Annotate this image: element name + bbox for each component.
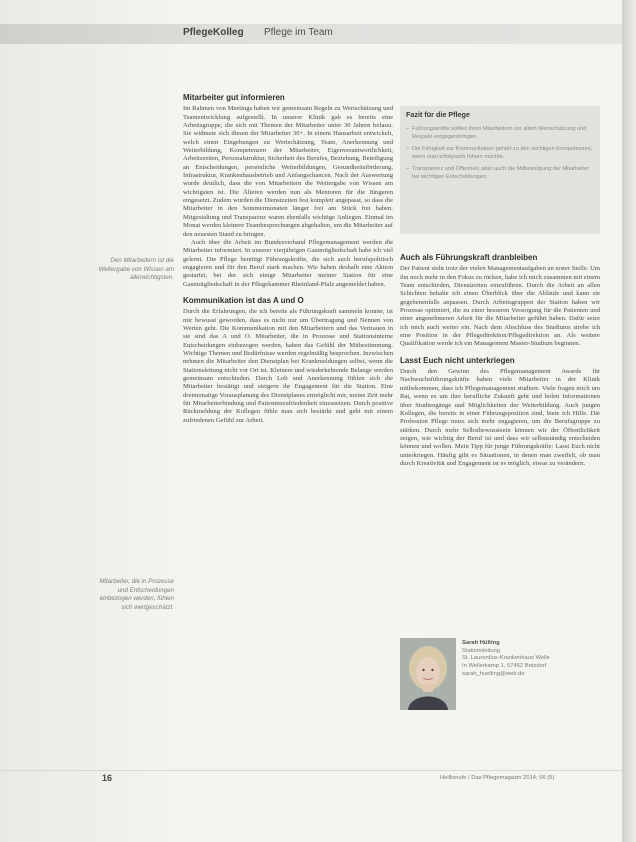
header-brand: PflegeKolleg bbox=[183, 27, 244, 38]
page-number: 16 bbox=[102, 773, 113, 783]
fazit-item: – Transparenz und Offenheit, aber auch die Mitbeteiligung der Mitarbeiter bei wichtigen Entscheidungen. bbox=[406, 166, 589, 180]
author-info bbox=[462, 640, 550, 679]
paragraph: Durch die Erfahrungen, die ich bereits als Führungskraft sammeln konnte, ist mir bewusst geworden, dass es nicht nur um Übertragung und Nennen von Werten geht. Die Kommunikation mit den Mitarbeitern und das Vertrauen in sie sind das A und O. Mitarbeiter, die in Prozesse und Stationsinterne Entscheidungen einbezogen werden, haben das Gefühl der Mitbestimmung. Wichtige Themen und Bedürfnisse werden regelmäßig besprochen. Inzwischen nehmen die Mitarbeiter den Dienstplan bei Krankmeldungen selbst, wenn die Stationsleitung nicht vor Ort ist. Kleinere und wiederkehrende Belange werden gemeinsam entschieden. Durch Lob und Anerkennung fühlen sich die Mitarbeiter bestätigt und steigern ihr Engagement für die Station. Eine dreimonatige Vorausplanung des Dienstplanes ermöglicht mir, meine Zeit mehr für Mitarbeiterbindung und Patientenzufriedenheit einzusetzen. Durch positive Rückmeldung der Kollegen fühle man sich bestärkt und geht mit einem zufriedenen Gefühl zur Arbeit. bbox=[183, 308, 393, 424]
author-role: Stationsleitung bbox=[462, 647, 501, 654]
page-fold-shadow bbox=[622, 0, 636, 842]
paragraph: Im Rahmen von Meetings haben wir gemeinsam Regeln zu Wertschätzung und Teamentwicklung aufgestellt. In unserer Klinik gab es bereits eine Arbeitsgruppe, die sich mit Themen der Mitarbeiter unter 30 Jahren befasst. Sie widmete sich diesen der Mitarbeiter 30+. In einem Hausarbeit entwickelt, welch einen Eingebungen zu Wertschätzung, Team, Anerkennung und Weiterbildung, Kompetenzen der Mitarbeiter, Eigenverantwortlichkeit, Arbeitszeiten, Personalstruktur, Sicherheit des Berufes, Beziehung, Beteiligung an Entscheidungen, persönliche Weiterbildungen, Gesundheitsförderung, Infrastruktur, Krankenhausbetrieb und Anfangschancen. Nach der Auswertung wurde deutlich, dass die von Mitarbeitern die Weitergabe von Wissen am wichtigsten ist. Die Älteren werden nun als Mentoren für die Jüngeren eingesetzt. Zudem wurden die Dienstzeiten fest komplett angepasst, so dass die Mitarbeiter in den Sommermonaten länger frei am Stück frei haben. Mitgestaltung und Transparenz waren ebenfalls wichtige Anliegen. Einmal im Monat werden kleinere Teambesprechungen abgehalten, um die Mitarbeiter auf den neuesten Stand zu bringen. bbox=[183, 105, 393, 238]
author-photo bbox=[400, 638, 456, 710]
fazit-item: – Die Fähigkeit zur Kommunikation gehört zu den wichtigen Kompetenzen, wenn man erfolgreich führen möchte. bbox=[406, 146, 593, 160]
left-column bbox=[183, 94, 393, 425]
author-email: sarah_huelting@web.de bbox=[462, 670, 525, 677]
fazit-title: Fazit für die Pflege bbox=[406, 110, 470, 119]
heading-dranbleiben: Auch als Führungskraft dranbleiben bbox=[400, 253, 538, 262]
author-portrait-image bbox=[400, 638, 456, 710]
fazit-item: – Führungskräfte sollten ihren Mitarbeitern vor allem Wertschätzung und Respekt entgegenbringen. bbox=[406, 126, 587, 140]
heading-unterkriegen: Lasst Euch nicht unterkriegen bbox=[400, 355, 515, 365]
paragraph: Der Patient steht trotz der vielen Managementaufgaben an erster Stelle. Um ihn noch mehr in den Fokus zu rücken, habe ich mich zusammen mit einem Team entschieden, Dienstzeiten einzuführen. Durch die Arbeit an allen Schichten behalte ich einen Überblick über die Abläufe und kann sie gegebenenfalls anpassen. Durch Arbeitsgruppen der Station haben wir Prozesse optimiert, die zu einer besseren Versorgung für die Patienten und einer angenehmeren Arbeit für die Mitarbeiter geführt haben. Dafür setze ich mich auch weiter ein. Nach dem Abschluss des Studiums strebe ich eine Position in der Pflegedirektion/Pflegedirektion an. Als weitere Qualifikation werde ich ein Management Master-Studium beginnen. bbox=[400, 265, 600, 348]
header-section-title: Pflege im Team bbox=[264, 27, 333, 38]
author-address: In Wellerkamp 1, 57462 Betzdorf bbox=[462, 663, 547, 670]
heading-kommunikation: Kommunikation ist das A und O bbox=[183, 295, 304, 305]
margin-quote-1: Den Mitarbeitern ist die Weitergabe von Wissen am allerwichtigsten. bbox=[98, 257, 174, 282]
footer-journal: Heilberufe / Das Pflegemagazin 2014; 66 (5) bbox=[440, 775, 555, 781]
author-name: Sarah Hülting bbox=[462, 640, 500, 646]
footer-rule bbox=[0, 770, 622, 771]
right-column bbox=[400, 254, 600, 468]
heading-informieren: Mitarbeiter gut informieren bbox=[183, 93, 285, 102]
margin-quote-2: Mitarbeiter, die in Prozesse und Entscheidungen einbezogen werden, fühlen sich wertgeschätzt. bbox=[99, 578, 174, 611]
author-hospital: St. Laurentius-Krankenhaus Welle bbox=[462, 655, 550, 662]
paragraph: Auch über die Arbeit im Bundesverband Pflegemanagement werden die Mitarbeiter informiert. In unserer vierjährigen Gastmitgliedschaft habe ich viel gelernt. Die Pflege benötigt Führungskräfte, die sich auch berufspolitisch engagieren und für den Beruf stark machen. Wie haben deshalb eine Aktion gestartet, bei der sich einige Mitarbeiter meiner Station für eine Gastmitgliedschaft in der Pflegekammer Rheinland-Pfalz angemeldet haben. bbox=[183, 238, 393, 288]
fazit-list bbox=[406, 126, 596, 187]
paragraph: Durch den Gewinn des Pflegemanagement Awards für Nachwuchsführungskräfte haben viele Mitarbeiter in der Klinik mitbekommen, dass ich Pflegemanagement studiere. Viele fragen mich um Rat, wenn es um ihre berufliche Zukunft geht und holen Informationen über Studiengänge und Möglichkeiten der Weiterbildung. Auch jungen Kollegen, die bereits in einer Führungsposition sind, biete ich Hilfe. Die Profession Pflege muss sich mehr engagieren, um die Berufsgruppe zu stärken. Durch mehr Selbstbewusstsein können wir der Öffentlichkeit zeigen, wie wichtig der Beruf ist und dass wir selbstständig entscheiden können und wollen. Mein Tipp für junge Führungskräfte: Lasst Euch nicht unterkriegen. Häufig gibt es Situationen, in denen man zweifelt, ob man durch Kreativität und Engagement ist es möglich, etwas zu verändern. bbox=[400, 368, 600, 467]
